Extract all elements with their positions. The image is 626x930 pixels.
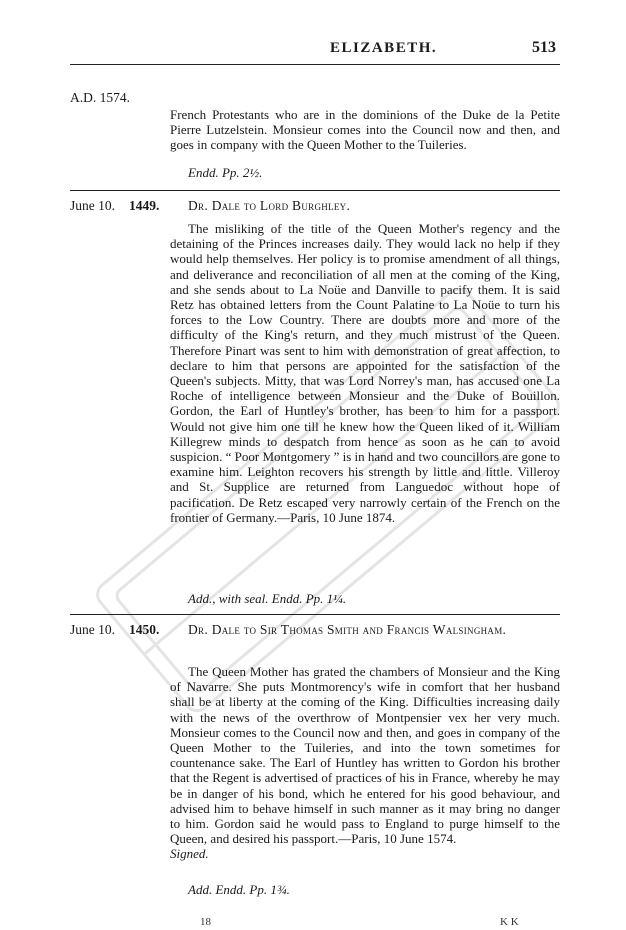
signature-mark: K K — [500, 916, 519, 928]
entry-separator — [70, 190, 560, 191]
entry-1450-signed: Signed. — [170, 846, 209, 862]
entry-1449-number: 1449. — [129, 198, 160, 213]
entry-1450-date: June 10. — [70, 622, 115, 637]
entry-1450-paragraph: The Queen Mother has grated the chambers of Monsieur and the King of Navarre. She puts Montmorency's wife in comfort that her husband shall be at liberty at the coming of the King. Difficulties increasing daily with the news of the overthrow of Montpensier vex her very much. Monsieur comes to the Council now and then, and goes in company of the Queen Mother to the Tuileries, and into the town sometimes for countenance sake. The Earl of Huntley has written to Gordon his brother that the Regent is advertised of practices of his in France, whereby he may be in danger of his bond, which he entered for his good behaviour, and advised him to behave himself in such manner as it may bring no danger to him. Gordon said he would pass to England to purge himself to the Queen, and desired his passport.—Paris, 10 June 1574. — [170, 664, 560, 847]
entry-1450-dateline — [70, 622, 159, 638]
continued-entry-text — [170, 107, 560, 153]
entry-1449-paragraph: The misliking of the title of the Queen Mother's regency and the detaining of the Princes increases daily. They would lack no help if they would help themselves. Her policy is to promise amendment of all things, and deliverance and reconciliation of all men at the coming of the King, and she sends about to La Noüe and Danville to pacify them. It is said Retz has obtained letters from the Count Palatine to La Noüe to turn his forces to the Low Country. There are doubts more and more of the difficulty of the King's return, and they much mistrust of the Queen. Therefore Pinart was sent to him with demonstration of great affection, to declare to him that persons are appointed for the satisfaction of the Queen's subjects. Mitty, that was Lord Norrey's man, has accused one La Roche of intelligence between Monsieur and the Duke of Bouillon. Gordon, the Earl of Huntley's brother, has been to him for a passport. Would not give him one till he knew how the Queen liked of it. William Killegrew minds to despatch from hence as soon as he can to avoid suspicion. “ Poor Montgomery ” is in hand and two councillors are gone to examine him. Leighton recovers his strength by little and little. Villeroy and St. Supplice are returned from Languedoc without hope of pacification. De Retz escaped very narrowly certain of the French on the frontier of Germany.—Paris, 10 June 1874. — [170, 221, 560, 525]
entry-1449-date: June 10. — [70, 198, 115, 213]
year-label: A.D. 1574. — [70, 90, 130, 105]
entry-1449-text — [170, 221, 560, 525]
entry-separator — [70, 614, 560, 615]
entry-1450-endorsement: Add. Endd. Pp. 1¾. — [188, 882, 290, 897]
entry-1450-title: Dr. Dale to Sir Thomas Smith and Francis Walsingham. — [188, 622, 507, 637]
header-rule — [70, 64, 560, 65]
entry-1449-endorsement: Add., with seal. Endd. Pp. 1¼. — [188, 591, 347, 606]
signature-mark: 18 — [200, 916, 211, 928]
running-head: ELIZABETH. — [330, 40, 438, 56]
entry-1449-title: Dr. Dale to Lord Burghley. — [188, 198, 351, 213]
entry-1450-text — [170, 664, 560, 862]
continued-entry-paragraph: French Protestants who are in the dominions of the Duke de la Petite Pierre Lutzelstein. Monsieur comes into the Council now and then, and goes in company with the Queen Mother to the Tuileries. — [170, 107, 560, 153]
page-number: 513 — [532, 39, 556, 56]
continued-entry-endorsement: Endd. Pp. 2½. — [188, 165, 263, 180]
entry-1449-dateline — [70, 198, 159, 214]
entry-1450-number: 1450. — [129, 622, 160, 637]
